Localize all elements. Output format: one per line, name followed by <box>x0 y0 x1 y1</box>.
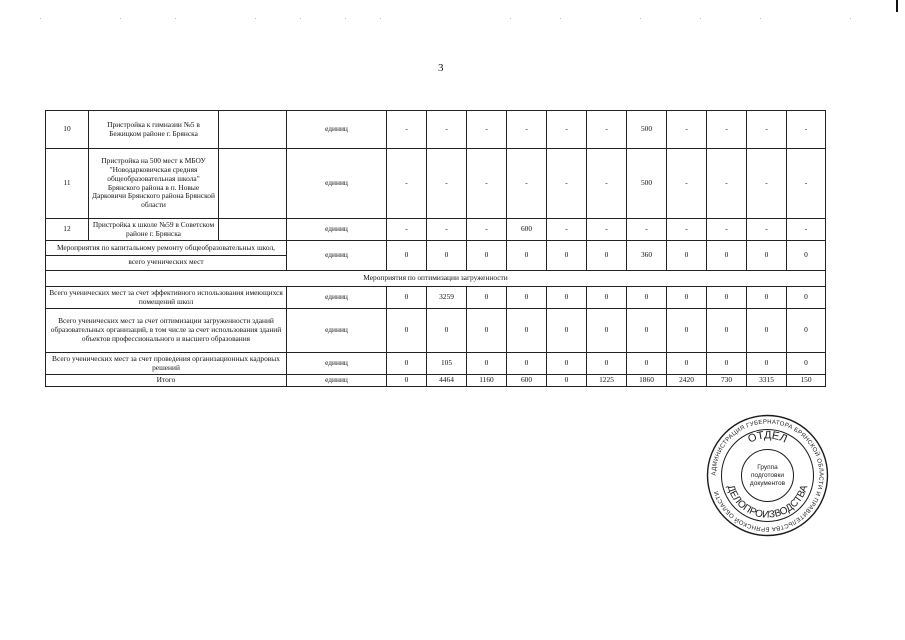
value-cell: 0 <box>667 287 707 309</box>
scan-edge-mark <box>896 0 898 12</box>
value-cell: 0 <box>587 241 627 271</box>
value-cell: 0 <box>547 241 587 271</box>
value-cell: 0 <box>547 353 587 375</box>
value-cell: 0 <box>387 287 427 309</box>
value-cell: 0 <box>627 287 667 309</box>
value-cell: 0 <box>467 353 507 375</box>
table-row-capital-repair <box>46 241 826 271</box>
total-value-cell: 150 <box>787 375 826 387</box>
value-cell: - <box>667 149 707 219</box>
value-cell: - <box>547 219 587 241</box>
unit-cell: единиц <box>287 111 387 149</box>
table-row <box>46 219 826 241</box>
value-cell: 360 <box>627 241 667 271</box>
value-cell: - <box>467 149 507 219</box>
value-cell: 0 <box>787 241 826 271</box>
value-cell: 500 <box>627 111 667 149</box>
stamp-center-line2: подготовки <box>751 472 784 479</box>
row-number: 12 <box>46 219 89 241</box>
value-cell: 0 <box>747 287 787 309</box>
value-cell: - <box>667 219 707 241</box>
empty-cell <box>219 149 287 219</box>
empty-cell <box>219 219 287 241</box>
svg-text:ОТДЕЛ <box>746 429 789 445</box>
value-cell: 500 <box>627 149 667 219</box>
value-cell: - <box>747 149 787 219</box>
table-row <box>46 309 826 353</box>
value-cell: - <box>707 111 747 149</box>
value-cell: - <box>467 219 507 241</box>
empty-cell <box>219 111 287 149</box>
table-row <box>46 353 826 375</box>
stamp-arc-bottom: ДЕЛОПРОИЗВОДСТВА <box>724 483 811 521</box>
value-cell: 0 <box>707 309 747 353</box>
total-value-cell: 4464 <box>427 375 467 387</box>
table-row <box>46 111 826 149</box>
value-cell: 0 <box>467 287 507 309</box>
total-label: Итого <box>46 375 287 387</box>
value-cell: - <box>587 111 627 149</box>
value-cell: 0 <box>587 287 627 309</box>
value-cell: - <box>467 111 507 149</box>
value-cell: 0 <box>747 309 787 353</box>
value-cell: - <box>507 149 547 219</box>
unit-cell: единиц <box>287 149 387 219</box>
value-cell: 0 <box>507 241 547 271</box>
office-stamp <box>705 413 830 538</box>
value-cell: 0 <box>507 287 547 309</box>
stamp-arc-top: ОТДЕЛ <box>746 429 789 446</box>
stamp-center-line3: документов <box>749 480 786 487</box>
unit-cell: единиц <box>287 241 387 271</box>
table-row <box>46 149 826 219</box>
value-cell: 0 <box>587 353 627 375</box>
value-cell: - <box>707 219 747 241</box>
value-cell: - <box>627 219 667 241</box>
value-cell: - <box>787 111 826 149</box>
row-number: 11 <box>46 149 89 219</box>
value-cell: 0 <box>667 353 707 375</box>
stamp-ring-text: АДМИНИСТРАЦИЯ ГУБЕРНАТОРА БРЯНСКОЙ ОБЛАСТИ И ПРАВИТЕЛЬСТВА БРЯНСКОЙ ОБЛАСТИ <box>711 419 824 532</box>
capital-repair-label-top: Мероприятия по капитальному ремонту общеобразовательных школ, <box>56 243 276 253</box>
value-cell: - <box>427 149 467 219</box>
value-cell: 0 <box>627 309 667 353</box>
value-cell: 0 <box>707 353 747 375</box>
value-cell: - <box>427 111 467 149</box>
total-value-cell: 0 <box>547 375 587 387</box>
section-header-row <box>46 271 826 287</box>
value-cell: 0 <box>387 353 427 375</box>
value-cell: - <box>547 149 587 219</box>
value-cell: 0 <box>667 241 707 271</box>
value-cell: - <box>787 149 826 219</box>
unit-cell: единиц <box>287 353 387 375</box>
total-value-cell: 0 <box>387 375 427 387</box>
value-cell: 0 <box>507 309 547 353</box>
value-cell: - <box>587 149 627 219</box>
total-value-cell: 600 <box>507 375 547 387</box>
unit-cell: единиц <box>287 219 387 241</box>
table-row <box>46 287 826 309</box>
value-cell: 600 <box>507 219 547 241</box>
row-label: Всего ученических мест за счет эффективного использования имеющихся помещений школ <box>46 287 287 309</box>
value-cell: 0 <box>747 241 787 271</box>
value-cell: 0 <box>547 309 587 353</box>
row-number: 10 <box>46 111 89 149</box>
value-cell: 0 <box>387 241 427 271</box>
capital-repair-label <box>46 241 287 271</box>
total-row <box>46 375 826 387</box>
value-cell: - <box>427 219 467 241</box>
value-cell: 0 <box>467 309 507 353</box>
total-value-cell: 1160 <box>467 375 507 387</box>
page-number: 3 <box>438 62 444 74</box>
value-cell: 0 <box>587 309 627 353</box>
value-cell: 0 <box>707 241 747 271</box>
value-cell: 0 <box>507 353 547 375</box>
value-cell: - <box>747 111 787 149</box>
value-cell: 0 <box>627 353 667 375</box>
stamp-center-line1: Группа <box>757 464 778 471</box>
value-cell: 0 <box>467 241 507 271</box>
value-cell: 0 <box>547 287 587 309</box>
value-cell: 0 <box>387 309 427 353</box>
unit-cell: единиц <box>287 287 387 309</box>
scan-noise <box>0 12 905 24</box>
data-table <box>45 110 826 387</box>
unit-cell: единиц <box>287 375 387 387</box>
value-cell: 0 <box>787 309 826 353</box>
value-cell: 0 <box>707 287 747 309</box>
unit-cell: единиц <box>287 309 387 353</box>
total-value-cell: 730 <box>707 375 747 387</box>
value-cell: 0 <box>747 353 787 375</box>
row-name: Пристройка на 500 мест к МБОУ "Новодарковичская средняя общеобразовательная школа" Брянского района в п. Новые Дарковичи Брянского района Брянской области <box>89 149 219 219</box>
value-cell: 0 <box>787 353 826 375</box>
capital-repair-label-bottom: всего ученических мест <box>46 255 286 269</box>
total-value-cell: 2420 <box>667 375 707 387</box>
value-cell: 0 <box>787 287 826 309</box>
value-cell: - <box>587 219 627 241</box>
value-cell: - <box>667 111 707 149</box>
value-cell: 0 <box>427 241 467 271</box>
value-cell: - <box>707 149 747 219</box>
value-cell: - <box>547 111 587 149</box>
value-cell: 0 <box>667 309 707 353</box>
value-cell: 0 <box>427 309 467 353</box>
value-cell: - <box>387 149 427 219</box>
value-cell: - <box>387 111 427 149</box>
svg-text:ДЕЛОПРОИЗВОДСТВА <box>725 483 811 520</box>
section-header: Мероприятия по оптимизации загруженности <box>46 271 826 287</box>
value-cell: - <box>787 219 826 241</box>
value-cell: - <box>507 111 547 149</box>
total-value-cell: 1860 <box>627 375 667 387</box>
value-cell: - <box>387 219 427 241</box>
row-label: Всего ученических мест за счет оптимизации загруженности зданий образовательных организаций, в том числе за счет использования зданий объектов профессионального и высшего образования <box>46 309 287 353</box>
value-cell: 105 <box>427 353 467 375</box>
total-value-cell: 1225 <box>587 375 627 387</box>
row-name: Пристройка к школе №59 в Советском районе г. Брянска <box>89 219 219 241</box>
row-name: Пристройка к гимназии №5 в Бежицком районе г. Брянска <box>89 111 219 149</box>
total-value-cell: 3315 <box>747 375 787 387</box>
value-cell: - <box>747 219 787 241</box>
row-label: Всего ученических мест за счет проведения организационных кадровых решений <box>46 353 287 375</box>
value-cell: 3259 <box>427 287 467 309</box>
